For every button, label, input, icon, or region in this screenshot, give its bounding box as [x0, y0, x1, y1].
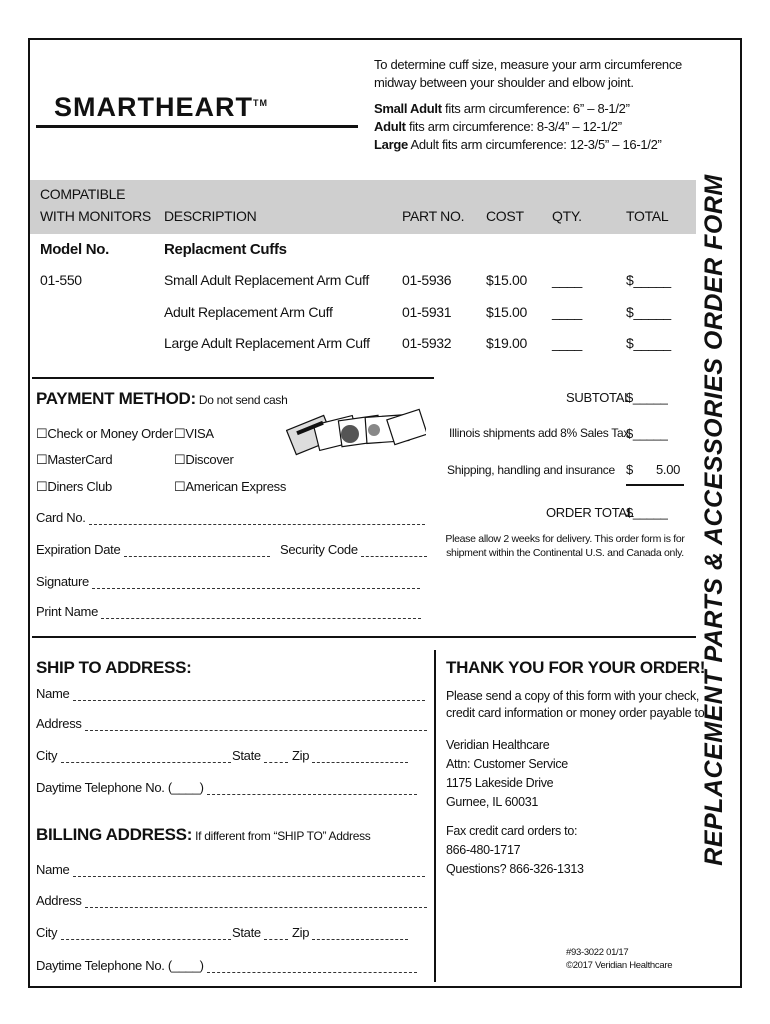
- row-cost: $15.00: [486, 304, 528, 320]
- shipping-label: Shipping, handling and insurance: [447, 463, 615, 477]
- signature-field[interactable]: Signature: [36, 574, 420, 589]
- payment-check-option[interactable]: ☐Check or Money Order: [36, 426, 173, 441]
- divider: [32, 377, 434, 379]
- ship-city-field[interactable]: City: [36, 748, 231, 763]
- row-total[interactable]: $_____: [626, 304, 671, 320]
- order-total-value[interactable]: $_____: [626, 505, 668, 520]
- side-title: REPLACEMENT PARTS & ACCESSORIES ORDER FORM: [700, 174, 728, 866]
- shipping-dollar: $: [626, 462, 633, 477]
- billing-address-field[interactable]: Address: [36, 893, 427, 908]
- col-compatible-2: WITH MONITORS: [40, 208, 151, 224]
- form-number: #93-3022 01/17: [566, 947, 629, 958]
- subtotal-label: SUBTOTAL: [566, 390, 632, 405]
- subtotal-value[interactable]: $_____: [626, 390, 668, 405]
- print-name-field[interactable]: Print Name: [36, 604, 421, 619]
- row-part: 01-5932: [402, 335, 452, 351]
- model-number: 01-550: [40, 272, 82, 288]
- col-qty: QTY.: [552, 208, 582, 224]
- col-cost: COST: [486, 208, 524, 224]
- cuff-sizing-info: [374, 56, 704, 154]
- credit-cards-icon: [286, 408, 426, 468]
- row-part: 01-5931: [402, 304, 452, 320]
- row-desc: Large Adult Replacement Arm Cuff: [164, 335, 370, 351]
- card-number-field[interactable]: Card No.: [36, 510, 425, 525]
- order-total-label: ORDER TOTAL: [546, 505, 634, 520]
- sizing-intro-2: midway between your shoulder and elbow joint.: [374, 75, 634, 90]
- sizing-intro-1: To determine cuff size, measure your arm circumference: [374, 57, 682, 72]
- thank-you-title: THANK YOU FOR YOUR ORDER!: [446, 658, 706, 677]
- billing-city-field[interactable]: City: [36, 925, 231, 940]
- mailing-address: Veridian Healthcare Attn: Customer Service 1175 Lakeside Drive Gurnee, IL 60031: [446, 738, 568, 809]
- row-total[interactable]: $_____: [626, 272, 671, 288]
- row-cost: $19.00: [486, 335, 528, 351]
- desc-heading: Replacment Cuffs: [164, 241, 287, 258]
- payment-visa-option[interactable]: ☐VISA: [174, 426, 214, 441]
- payment-amex-option[interactable]: ☐American Express: [174, 479, 287, 494]
- col-total: TOTAL: [626, 208, 669, 224]
- column-divider: [434, 650, 436, 982]
- col-compatible-1: COMPATIBLE: [40, 186, 126, 202]
- row-desc: Small Adult Replacement Arm Cuff: [164, 272, 369, 288]
- payment-mastercard-option[interactable]: ☐MasterCard: [36, 452, 113, 467]
- payment-method-title: PAYMENT METHOD: Do not send cash: [36, 389, 288, 408]
- ship-state-field[interactable]: State: [232, 748, 288, 763]
- billing-zip-field[interactable]: Zip: [292, 925, 408, 940]
- size-adult: Adult fits arm circumference: 8-3/4” – 12-1/2”: [374, 119, 622, 134]
- ship-name-field[interactable]: Name: [36, 686, 425, 701]
- payment-discover-option[interactable]: ☐Discover: [174, 452, 234, 467]
- divider: [32, 636, 696, 638]
- billing-phone-field[interactable]: Daytime Telephone No. (____): [36, 958, 417, 973]
- billing-name-field[interactable]: Name: [36, 862, 425, 877]
- col-description: DESCRIPTION: [164, 208, 257, 224]
- model-heading: Model No.: [40, 241, 109, 258]
- billing-state-field[interactable]: State: [232, 925, 288, 940]
- shipping-underline: [626, 484, 684, 486]
- tax-value[interactable]: $_____: [626, 426, 668, 441]
- row-total[interactable]: $_____: [626, 335, 671, 351]
- form-footer: [566, 946, 672, 972]
- ship-address-field[interactable]: Address: [36, 716, 427, 731]
- table-header: [30, 180, 696, 234]
- ship-zip-field[interactable]: Zip: [292, 748, 408, 763]
- row-part: 01-5936: [402, 272, 452, 288]
- ship-phone-field[interactable]: Daytime Telephone No. (____): [36, 780, 417, 795]
- row-qty[interactable]: ____: [552, 335, 582, 351]
- ship-to-title: SHIP TO ADDRESS:: [36, 658, 192, 677]
- smartheart-logo: SMARTHEART™: [36, 92, 358, 128]
- row-desc: Adult Replacement Arm Cuff: [164, 304, 333, 320]
- size-small: Small Adult fits arm circumference: 6” – 8-1/2”: [374, 101, 630, 116]
- thank-you-instructions: Please send a copy of this form with your check, credit card information or money order payable to:: [446, 689, 708, 720]
- payment-diners-option[interactable]: ☐Diners Club: [36, 479, 112, 494]
- row-qty[interactable]: ____: [552, 272, 582, 288]
- copyright: ©2017 Veridian Healthcare: [566, 960, 673, 971]
- contact-info: Fax credit card orders to: 866-480-1717 Questions? 866-326-1313: [446, 824, 584, 876]
- row-cost: $15.00: [486, 272, 528, 288]
- tax-label: Illinois shipments add 8% Sales Tax: [449, 426, 630, 440]
- delivery-note: Please allow 2 weeks for delivery. This order form is for shipment within the Continental U.S. and Canada only.: [445, 533, 685, 559]
- security-code-field[interactable]: Security Code: [280, 542, 427, 557]
- billing-title: BILLING ADDRESS: If different from “SHIP TO” Address: [36, 825, 371, 844]
- expiration-date-field[interactable]: Expiration Date: [36, 542, 270, 557]
- shipping-value: 5.00: [656, 462, 681, 477]
- size-large: Large Adult fits arm circumference: 12-3/5” – 16-1/2”: [374, 137, 662, 152]
- row-qty[interactable]: ____: [552, 304, 582, 320]
- col-part-no: PART NO.: [402, 208, 465, 224]
